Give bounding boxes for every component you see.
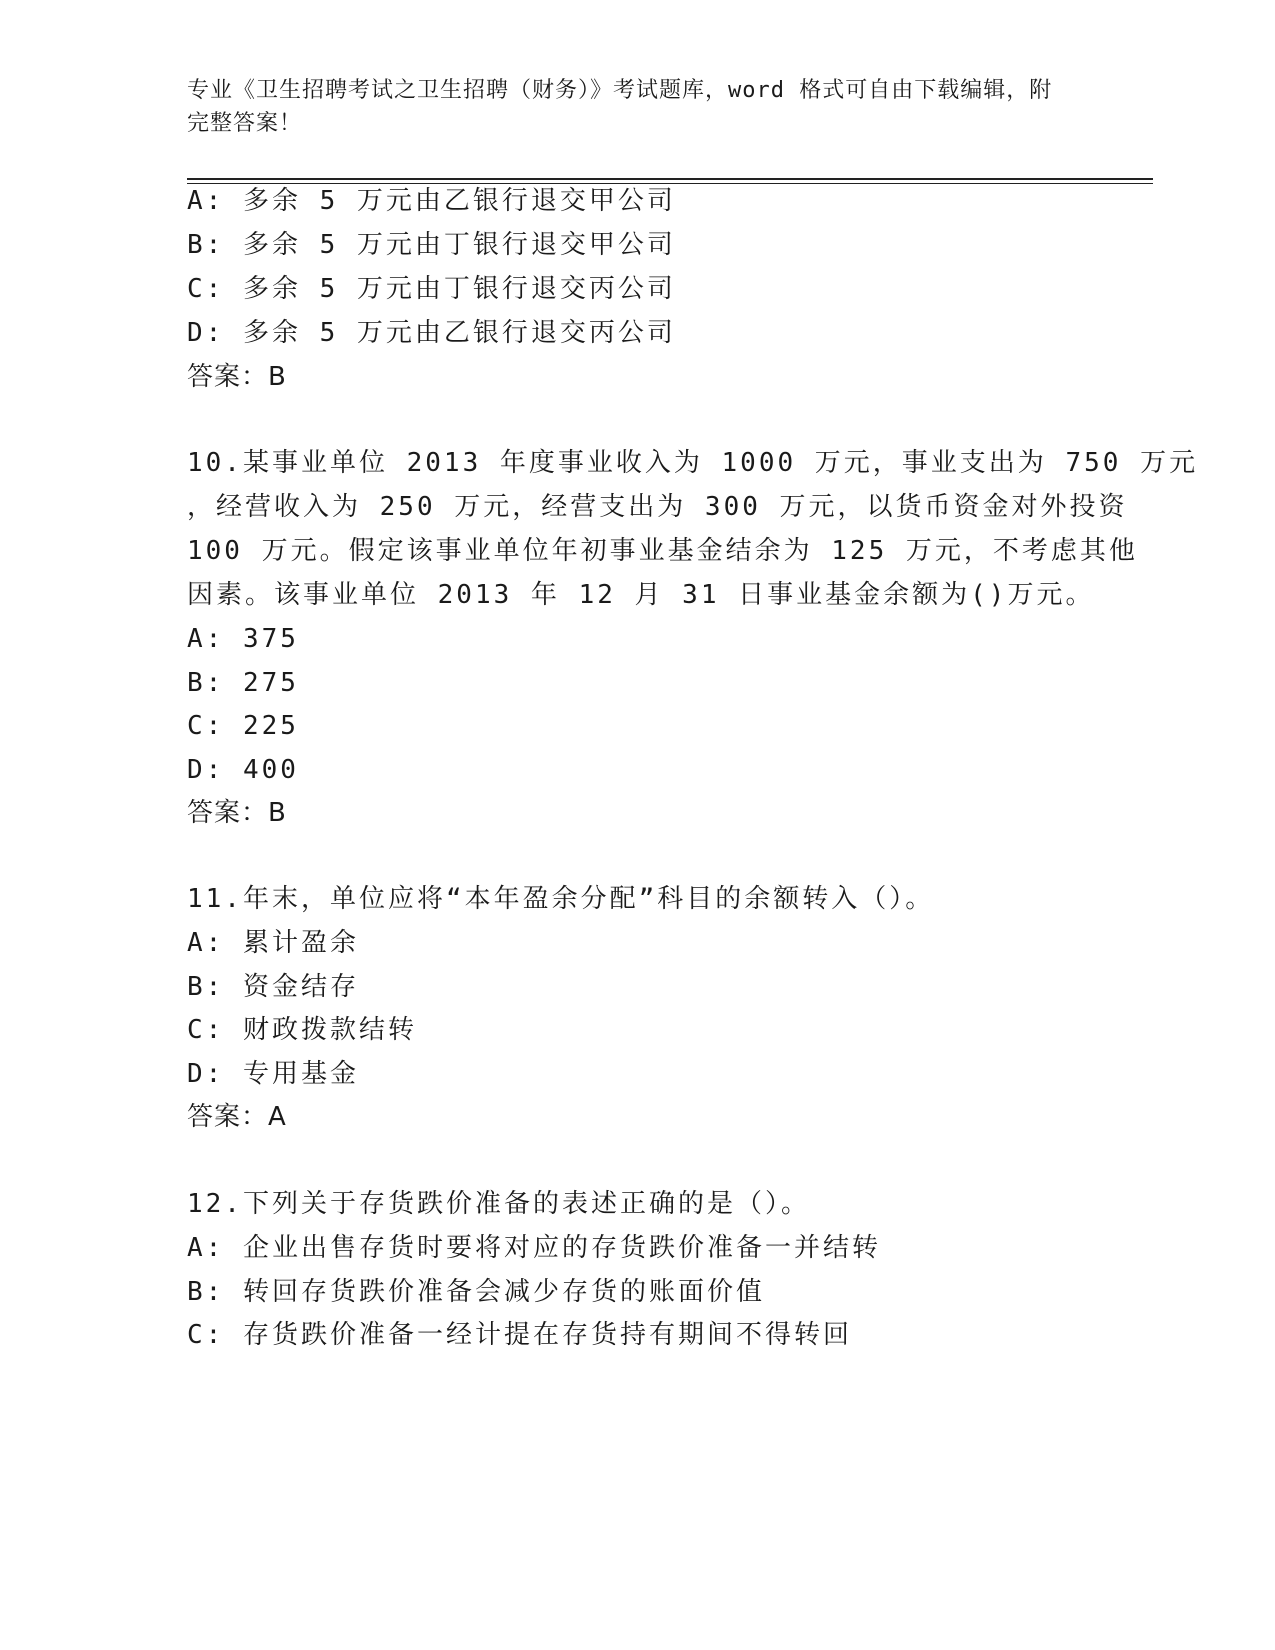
- document-header: 专业《卫生招聘考试之卫生招聘（财务）》考试题库，word 格式可自由下载编辑，附完整答案！: [187, 78, 1053, 136]
- q10-question-line-3: 100 万元。假定该事业单位年初事业基金结余为 125 万元，不考虑其他: [187, 536, 1138, 566]
- q10-option-d: D: 400: [187, 755, 299, 785]
- q9-option-a: A: 多余 5 万元由乙银行退交甲公司: [187, 186, 676, 216]
- q9-option-c: C: 多余 5 万元由丁银行退交丙公司: [187, 274, 676, 304]
- q12-option-a: A: 企业出售存货时要将对应的存货跌价准备一并结转: [187, 1233, 881, 1263]
- q9-option-b: B: 多余 5 万元由丁银行退交甲公司: [187, 230, 676, 260]
- q11-option-d: D: 专用基金: [187, 1059, 359, 1089]
- q11-option-b: B: 资金结存: [187, 972, 359, 1002]
- q10-question-line-2: ，经营收入为 250 万元，经营支出为 300 万元，以货币资金对外投资: [187, 492, 1128, 522]
- q9-answer: 答案：B: [187, 362, 287, 392]
- q10-answer: 答案：B: [187, 798, 287, 828]
- q12-option-b: B: 转回存货跌价准备会减少存货的账面价值: [187, 1277, 765, 1307]
- q11-option-a: A: 累计盈余: [187, 928, 359, 958]
- q11-answer: 答案：A: [187, 1102, 287, 1132]
- q10-option-a: A: 375: [187, 624, 299, 654]
- q10-question-line-1: 10.某事业单位 2013 年度事业收入为 1000 万元，事业支出为 750 万元: [187, 448, 1199, 478]
- header-divider: [187, 178, 1153, 180]
- q10-option-c: C: 225: [187, 711, 299, 741]
- q12-question: 12.下列关于存货跌价准备的表述正确的是（）。: [187, 1189, 810, 1219]
- q10-question-line-4: 因素。该事业单位 2013 年 12 月 31 日事业基金余额为()万元。: [187, 580, 1095, 610]
- q9-option-d: D: 多余 5 万元由乙银行退交丙公司: [187, 318, 676, 348]
- q10-option-b: B: 275: [187, 668, 299, 698]
- q12-option-c: C: 存货跌价准备一经计提在存货持有期间不得转回: [187, 1320, 852, 1350]
- q11-option-c: C: 财政拨款结转: [187, 1015, 417, 1045]
- q11-question: 11.年末，单位应将“本年盈余分配”科目的余额转入（）。: [187, 884, 935, 914]
